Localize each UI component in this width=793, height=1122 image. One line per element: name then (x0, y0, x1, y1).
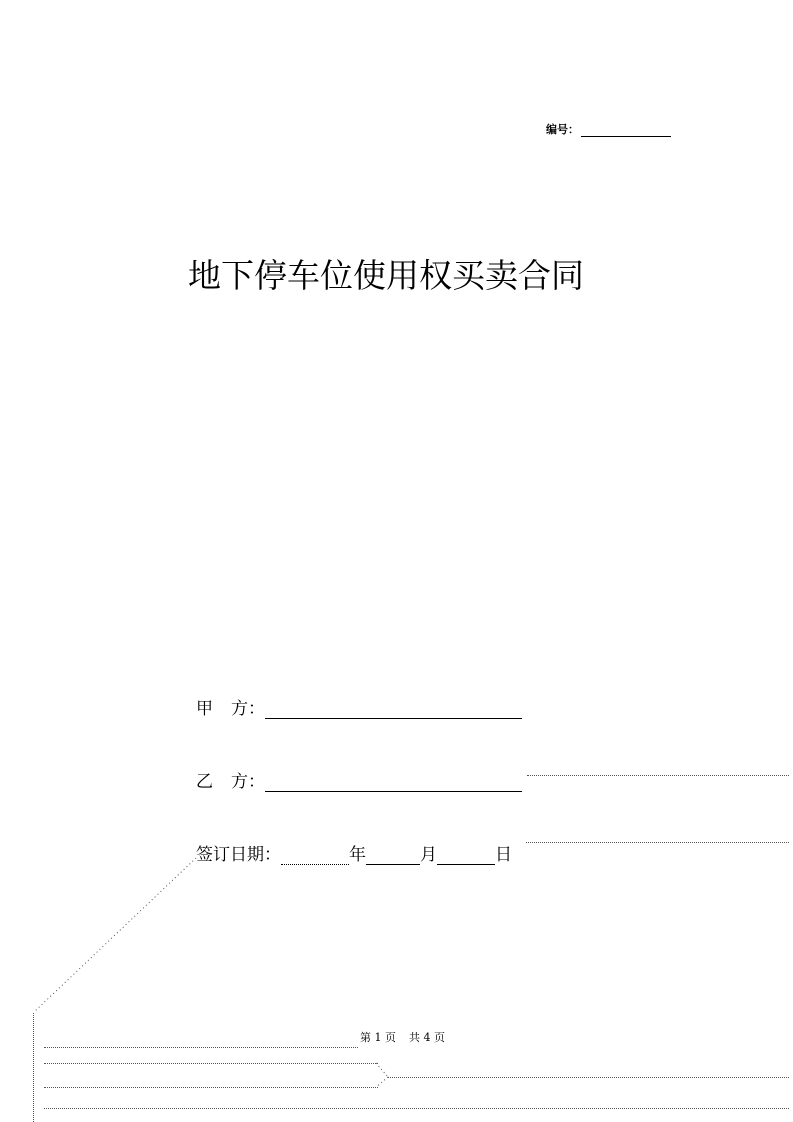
party-b-label-2: 方： (231, 772, 265, 792)
footer-total-num: 4 (423, 1031, 431, 1044)
footer-page-text: 第 (360, 1031, 371, 1044)
party-b-label-1: 乙 (196, 772, 213, 792)
month-label: 月 (420, 845, 437, 865)
signing-date-label: 签订日期： (196, 845, 281, 865)
footer-page-unit: 页 (385, 1031, 396, 1044)
day-label: 日 (495, 845, 512, 865)
footer-total-text: 共 (409, 1031, 420, 1044)
page-footer (360, 1029, 445, 1045)
document-title: 地下停车位使用权买卖合同 (188, 256, 584, 295)
footer-total-unit: 页 (434, 1031, 445, 1044)
party-a-label-1: 甲 (196, 699, 213, 719)
party-a-label-2: 方： (231, 699, 265, 719)
footer-page-num: 1 (374, 1031, 382, 1044)
serial-label: 编号： (546, 123, 579, 136)
year-label: 年 (349, 845, 366, 865)
